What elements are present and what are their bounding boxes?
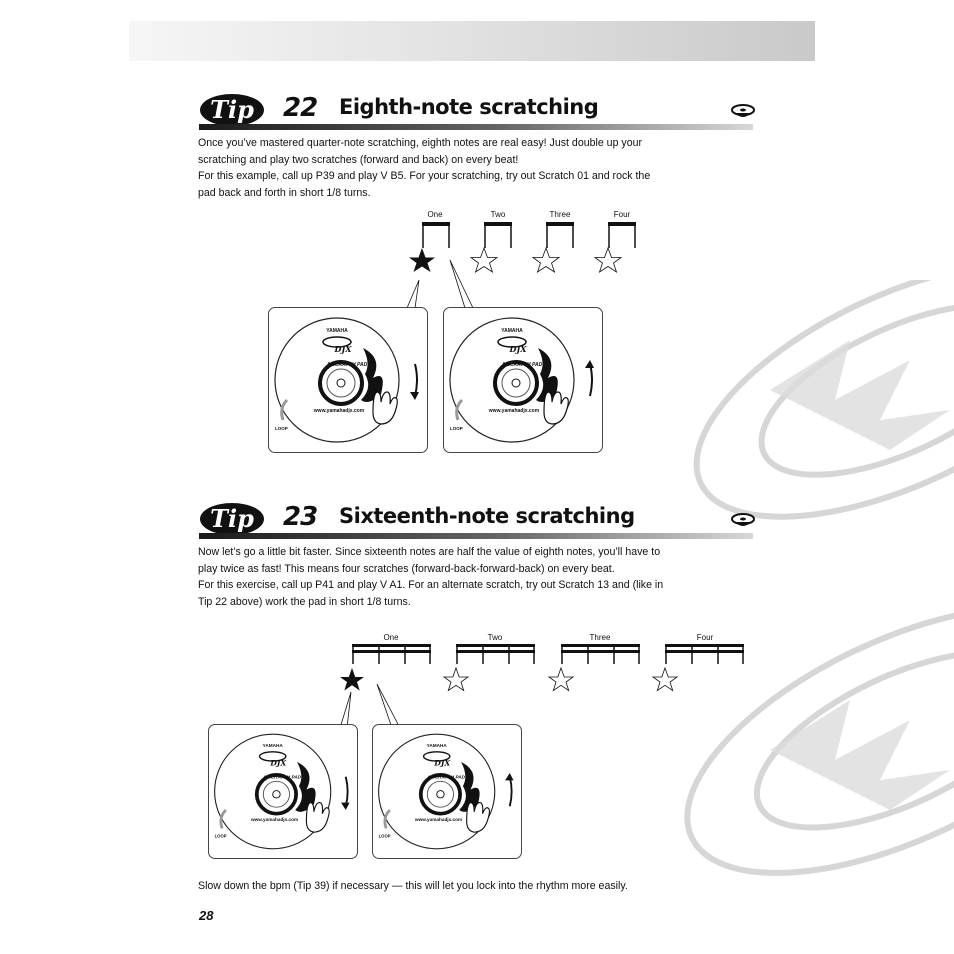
background-turntable-art	[650, 280, 954, 920]
disc-loop-text: LOOP	[275, 426, 288, 431]
beat-label-one: One	[383, 633, 399, 642]
disc-url-text: www.yamahadjx.com	[488, 408, 540, 414]
disc-loop-text: LOOP	[450, 426, 463, 431]
scratch-pad-panel-forward	[268, 307, 428, 453]
tip-23-body	[198, 544, 668, 610]
beam-group-four	[665, 644, 744, 664]
tip-title-23: Sixteenth-note scratching	[339, 504, 635, 528]
tip-badge-23	[199, 502, 265, 536]
callout-lines-23	[325, 680, 415, 730]
beam-group-one	[422, 222, 450, 248]
page-number: 28	[199, 908, 214, 923]
disc-brand-text: YAMAHA	[426, 743, 447, 749]
beam-group-two	[484, 222, 512, 248]
beam-group-three	[546, 222, 574, 248]
callout-lines-22	[395, 255, 485, 310]
beam-group-three	[561, 644, 640, 664]
star-outline-icon	[653, 668, 677, 691]
arrow-up-icon	[510, 777, 512, 807]
tip-number-23: 23	[283, 502, 318, 532]
star-outline-icon	[533, 248, 559, 272]
tip-22-paragraph-2: For this example, call up P39 and play V B5. For your scratching, try out Scratch 01 and rock the pad back and forth in short 1/8 turns.	[198, 170, 651, 199]
section-rule-23	[199, 533, 753, 539]
star-outline-icon	[595, 248, 621, 272]
turntable-icon	[731, 512, 755, 528]
disc-label-text: A SCRATCH PAD	[326, 362, 368, 368]
disc-logo-text: DJX	[270, 758, 287, 768]
arrow-down-icon	[346, 777, 348, 807]
beat-label-two: Two	[487, 633, 503, 642]
disc-url-text: www.yamahadjx.com	[415, 817, 463, 823]
scratch-pad-panel-back	[443, 307, 603, 453]
arrow-up-icon	[590, 364, 592, 396]
page-header-band	[129, 21, 815, 61]
disc-url-text: www.yamahadjx.com	[251, 817, 299, 823]
scratch-pad-panel-forward	[208, 724, 358, 859]
footer-note: Slow down the bpm (Tip 39) if necessary — this will let you lock into the rhythm more easily.	[198, 880, 628, 892]
svg-text:Tip: Tip	[210, 504, 254, 533]
disc-brand-text: YAMAHA	[262, 743, 283, 749]
beam-group-four	[608, 222, 636, 248]
star-outline-icon	[549, 668, 573, 691]
disc-logo-text: DJX	[434, 758, 451, 768]
beat-label-three: Three	[589, 633, 611, 642]
section-rule-22	[199, 124, 753, 130]
tip-title-22: Eighth-note scratching	[339, 95, 599, 119]
tip-number-22: 22	[283, 93, 318, 123]
scratch-pad-panel-back	[372, 724, 522, 859]
svg-text:Tip: Tip	[210, 95, 254, 124]
tip-22-paragraph-1: Once you’ve mastered quarter-note scratching, eighth notes are real easy! Just double up your scratching and play two scratches (forward and back) on every beat!	[198, 137, 643, 166]
turntable-icon	[731, 103, 755, 119]
beat-label-two: Two	[490, 210, 506, 219]
tip-22-body	[198, 135, 668, 201]
disc-brand-text: YAMAHA	[501, 328, 523, 334]
beam-group-one	[352, 644, 431, 664]
disc-loop-text: LOOP	[378, 833, 391, 839]
disc-label-text: A SCRATCH PAD	[263, 774, 301, 780]
disc-label-text: A SCRATCH PAD	[427, 774, 465, 780]
beam-group-two	[456, 644, 535, 664]
beat-label-four: Four	[613, 210, 631, 219]
arrow-down-icon	[415, 364, 417, 396]
beat-label-one: One	[427, 210, 443, 219]
disc-logo-text: DJX	[334, 344, 352, 354]
tip-badge-22	[199, 93, 265, 127]
beat-label-three: Three	[549, 210, 571, 219]
disc-url-text: www.yamahadjx.com	[313, 408, 365, 414]
disc-brand-text: YAMAHA	[326, 328, 348, 334]
star-outline-icon	[444, 668, 468, 691]
tip-23-paragraph-1: Now let’s go a little bit faster. Since sixteenth notes are half the value of eighth notes, you’ll have to play twice as fast! This means four scratches (forward-back-forward-back) on every beat.	[198, 546, 661, 575]
tip-23-paragraph-2: For this exercise, call up P41 and play V A1. For an alternate scratch, try out Scratch 13 and (like in Tip 22 above) work the pad in short 1/8 turns.	[198, 579, 664, 608]
disc-logo-text: DJX	[509, 344, 527, 354]
disc-label-text: A SCRATCH PAD	[501, 362, 543, 368]
disc-loop-text: LOOP	[214, 833, 227, 839]
beat-label-four: Four	[696, 633, 714, 642]
